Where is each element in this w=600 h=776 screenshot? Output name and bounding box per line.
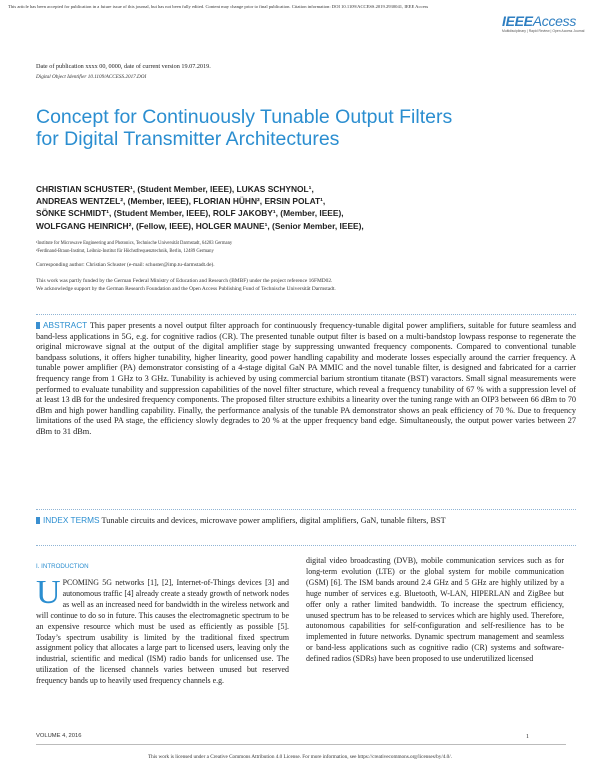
corresponding-author: Corresponding author: Christian Schuster (e-mail: schuster@imp.tu-darmstadt.de). [36,262,215,268]
page-number: 1 [526,733,530,740]
abstract-top-rule [36,314,576,315]
section-marker [36,517,40,524]
intro-text-1: PCOMING 5G networks [1], [2], Internet-of-Things devices [3] and autonomous traffic [4] already create a steady growth of network nodes as well as an increased need for bandwidth in the wireless network and will continue to do so in future. This causes the electromagnetic spectrum to be an expensive resource which must be used as efficiently as possible [5]. Today’s spectrum usability is limited by the traditional fixed spectrum assignment policy that allocates a large part to licensed users, leaving only the industrial, scientific and medical (ISM) radio bands for unlicensed use. The utilization of the licensed channels varies between unused but reserved frequency bands up to heavily used frequency channels e.g. [36,578,289,686]
top-note: This article has been accepted for publication in a future issue of this journal, but has not been fully edited. Content may change prior to final publication. Citation information: DOI 10.1109/ACCESS.2019.2930041, IEEE Access [8,4,429,9]
author-line: ANDREAS WENTZEL², (Member, IEEE), FLORIAN HÜHN², ERSIN POLAT¹, [36,196,326,207]
drop-cap: U [36,574,61,611]
abstract-bottom-rule [36,509,576,510]
author-line: SÖNKE SCHMIDT¹, (Student Member, IEEE), ROLF JAKOBY¹, (Member, IEEE), [36,208,344,219]
abstract-text: This paper presents a novel output filter approach for continuously frequency-tunable digital power amplifiers, suitable for future seamless and band-less applications in 5G, e.g. for cognitive radios (CR). The presented tunable output filter is based on a multi-bandstop lowpass response to regenerate the original microwave signal at the output of the digital amplifier stage by suppressing unwanted frequency components. Compared to conventional tunable bandpass solutions, it offers higher tunability, higher linearity, good power handling capability and moderate losses especially around the carrier frequency. A tunable power amplifier (PA) demonstrator consisting of a 4-stage digital GaN PA MMIC and the novel tunable filter, is designed and fabricated for a carrier frequency range from 1 GHz to 3 GHz. Tunability is achieved by using commercial barium strontium titanate (BST) varactors. Small signal measurements were performed to evaluate tunability and suppression capabilities of the novel filter structure, which reveal a frequency tunability of 67 % with a suppression level of at least 13 dB for the undesired frequency components. The proposed filter structure exhibits a linearity over the tuning range with an OIP3 between 66 dBm to 70 dBm and high power handling capability. Finally, the performance analysis of the tunable PA demonstrator shows an peak efficiency of 70 %. Due to frequency limitations of the used PA stage, the efficiency slowly degrades to 20 % at the upper frequency band edge. Simultaneously, the output power varies between 27 dBm to 31 dBm. [36,321,576,436]
abstract [36,320,576,438]
funding-note [36,277,566,294]
author-list [36,183,456,232]
section-marker [36,322,40,329]
index-terms-label: INDEX TERMS [43,515,100,525]
doi-line: Digital Object Identifier 10.1109/ACCESS.2017.DOI [36,74,147,80]
logo-bold: IEEE [502,13,533,29]
logo-light: Access [532,13,577,29]
index-terms-rule [36,545,576,546]
abstract-label: ABSTRACT [43,320,88,330]
index-terms [36,515,576,527]
affiliation-2: ²Ferdinand-Braun-Institut, Leibniz-Institut für Höchstfrequenztechnik, Berlin, 12489 Germany [36,249,214,254]
license-note: This work is licensed under a Creative Commons Attribution 4.0 License. For more information, see https://creativecommons.org/licenses/by/4.0/. [147,754,453,760]
funding-line: This work was partly funded by the German Federal Ministry of Education and Research (BMBF) under the project reference 16FMD02. [36,278,333,284]
publication-date: Date of publication xxxx 00, 0000, date of current version 19.07.2019. [36,63,211,70]
footer-divider [36,744,566,745]
author-line: WOLFGANG HEINRICH², (Fellow, IEEE), HOLGER MAUNE¹, (Senior Member, IEEE), [36,220,364,231]
section-heading: I. INTRODUCTION [36,563,89,570]
funding-line: We acknowledge support by the German Research Foundation and the Open Access Publishing Fund of Technische Universität Darmstadt. [36,286,336,293]
logo-tagline: Multidisciplinary | Rapid Review | Open Access Journal [502,29,585,33]
intro-column-1 [36,574,289,687]
index-terms-text: Tunable circuits and devices, microwave power amplifiers, digital amplifiers, GaN, tunable filters, BST [101,516,446,525]
paper-title: Concept for Continuously Tunable Output Filters for Digital Transmitter Architectures [36,106,453,150]
intro-column-2: digital video broadcasting (DVB), mobile communication services such as for long-term evolution (LTE) or the global system for mobile communication (GSM) [6]. The ISM bands around 2.4 GHz and 5 GHz are highly utilized by a huge number of services e.g. Bluetooth, W-LAN, HIPERLAN and ZigBee but offer only a rather limited bandwidth. To increase the spectrum efficiency, unused spectrum has to be released to services which are highly used. Therefore, autonomous capabilities for self-configuration and self-resilience has to be implemented in future networks. Dynamic spectrum management and seamless or band-less applications such as cognitive radio (CR) systems and software-defined radios (SDRs) have been proposed to use underutilized licensed [306,556,564,664]
author-line: CHRISTIAN SCHUSTER¹, (Student Member, IEEE), LUKAS SCHYNOL¹, [36,184,314,194]
journal-logo [502,14,594,40]
volume-label: VOLUME 4, 2016 [36,733,82,739]
affiliation-1: ¹Institute for Microwave Engineering and Photonics, Technische Universität Darmstadt, 64283 Germany [36,241,233,246]
